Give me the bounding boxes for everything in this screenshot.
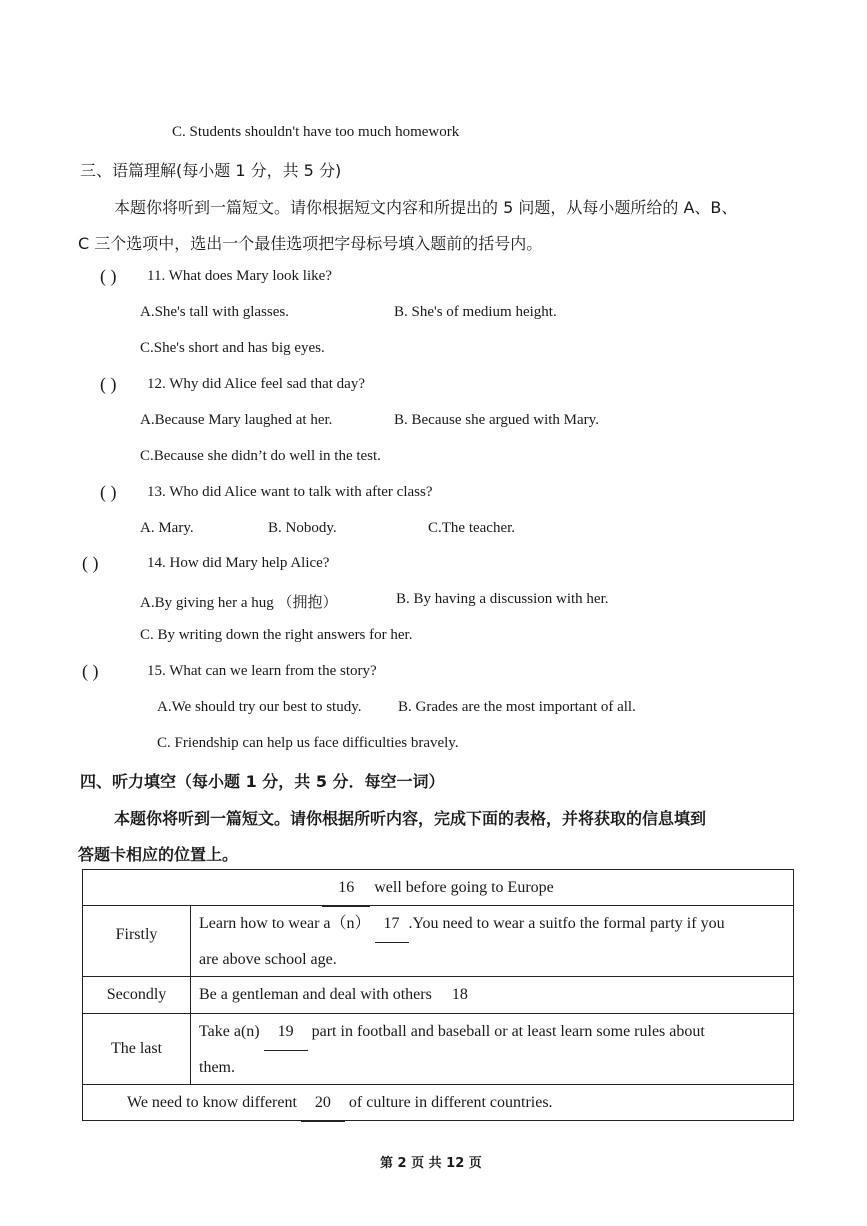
- the-last-text-post: part in football and baseball or at least learn some rules about: [311, 1023, 705, 1040]
- question-13: 13. Who did Alice want to talk with after class?: [147, 484, 433, 500]
- q12-option-a: A.Because Mary laughed at her.: [140, 412, 333, 428]
- q11-option-a: A.She's tall with glasses.: [140, 304, 289, 320]
- the-last-line2: them.: [199, 1059, 235, 1076]
- q13-option-a: A. Mary.: [140, 520, 194, 536]
- section3-instruction-line1: 本题你将听到一篇短文。请你根据短文内容和所提出的 5 问题，从每小题所给的 A、B、: [114, 198, 738, 217]
- q15-option-b: B. Grades are the most important of all.: [398, 699, 636, 715]
- q14-option-c: C. By writing down the right answers for her.: [140, 627, 413, 643]
- table-title-text: well before going to Europe: [374, 879, 554, 896]
- section3-heading: 三、语篇理解(每小题 1 分，共 5 分): [80, 161, 342, 180]
- answer-bracket[interactable]: ( ): [82, 553, 99, 573]
- the-last-text-pre: Take a(n): [199, 1023, 260, 1040]
- secondly-line: [199, 977, 484, 1014]
- answer-bracket[interactable]: ( ): [100, 374, 117, 394]
- table-bottom-row: [127, 1085, 553, 1122]
- blank-20[interactable]: 20: [301, 1085, 345, 1122]
- answer-bracket[interactable]: ( ): [100, 482, 117, 502]
- row-label-the-last: The last: [110, 1040, 163, 1057]
- firstly-text-pre: Learn how to wear a（n）: [199, 915, 371, 932]
- q11-option-b: B. She's of medium height.: [394, 304, 557, 320]
- section4-heading: 四、听力填空（每小题 1 分，共 5 分．每空一词）: [80, 772, 445, 791]
- question-15: 15. What can we learn from the story?: [147, 663, 377, 679]
- blank-18[interactable]: 18: [436, 977, 484, 1014]
- prev-question-option-c: C. Students shouldn't have too much homework: [172, 124, 460, 140]
- blank-17[interactable]: 17: [375, 906, 409, 943]
- q12-option-b: B. Because she argued with Mary.: [394, 412, 599, 428]
- answer-bracket[interactable]: ( ): [100, 266, 117, 286]
- section4-instruction-line1: 本题你将听到一篇短文。请你根据所听内容，完成下面的表格，并将获取的信息填到: [114, 809, 707, 828]
- listening-fill-table: [82, 869, 794, 1121]
- row-label-firstly: Firstly: [115, 926, 158, 943]
- bottom-text-pre: We need to know different: [127, 1094, 297, 1111]
- blank-16[interactable]: 16: [322, 870, 370, 907]
- section3-instruction-line2: C 三个选项中，选出一个最佳选项把字母标号填入题前的括号内。: [78, 234, 543, 253]
- firstly-text-post: .You need to wear a suitfo the formal party if you: [408, 915, 725, 932]
- q11-option-c: C.She's short and has big eyes.: [140, 340, 325, 356]
- q12-option-c: C.Because she didn’t do well in the test.: [140, 448, 381, 464]
- firstly-line2: are above school age.: [199, 951, 337, 968]
- q13-option-c: C.The teacher.: [428, 520, 516, 536]
- secondly-text-pre: Be a gentleman and deal with others: [199, 986, 432, 1003]
- q15-option-c: C. Friendship can help us face difficulties bravely.: [157, 735, 459, 751]
- q14-option-a: A.By giving her a hug （拥抱）: [140, 595, 338, 611]
- blank-19[interactable]: 19: [264, 1014, 308, 1051]
- question-14: 14. How did Mary help Alice?: [147, 555, 330, 571]
- section4-instruction-line2: 答题卡相应的位置上。: [78, 845, 239, 864]
- q15-option-a: A.We should try our best to study.: [157, 699, 362, 715]
- answer-bracket[interactable]: ( ): [82, 661, 99, 681]
- bottom-text-post: of culture in different countries.: [348, 1094, 553, 1111]
- table-title-row: [83, 870, 793, 907]
- page-footer: 第 2 页 共 12 页: [380, 1156, 482, 1171]
- question-11: 11. What does Mary look like?: [147, 268, 332, 284]
- row-label-secondly: Secondly: [106, 986, 167, 1003]
- question-12: 12. Why did Alice feel sad that day?: [147, 376, 365, 392]
- q13-option-b: B. Nobody.: [268, 520, 337, 536]
- the-last-line1: [199, 1014, 705, 1051]
- firstly-line1: [199, 906, 725, 943]
- q14-option-b: B. By having a discussion with her.: [396, 591, 609, 607]
